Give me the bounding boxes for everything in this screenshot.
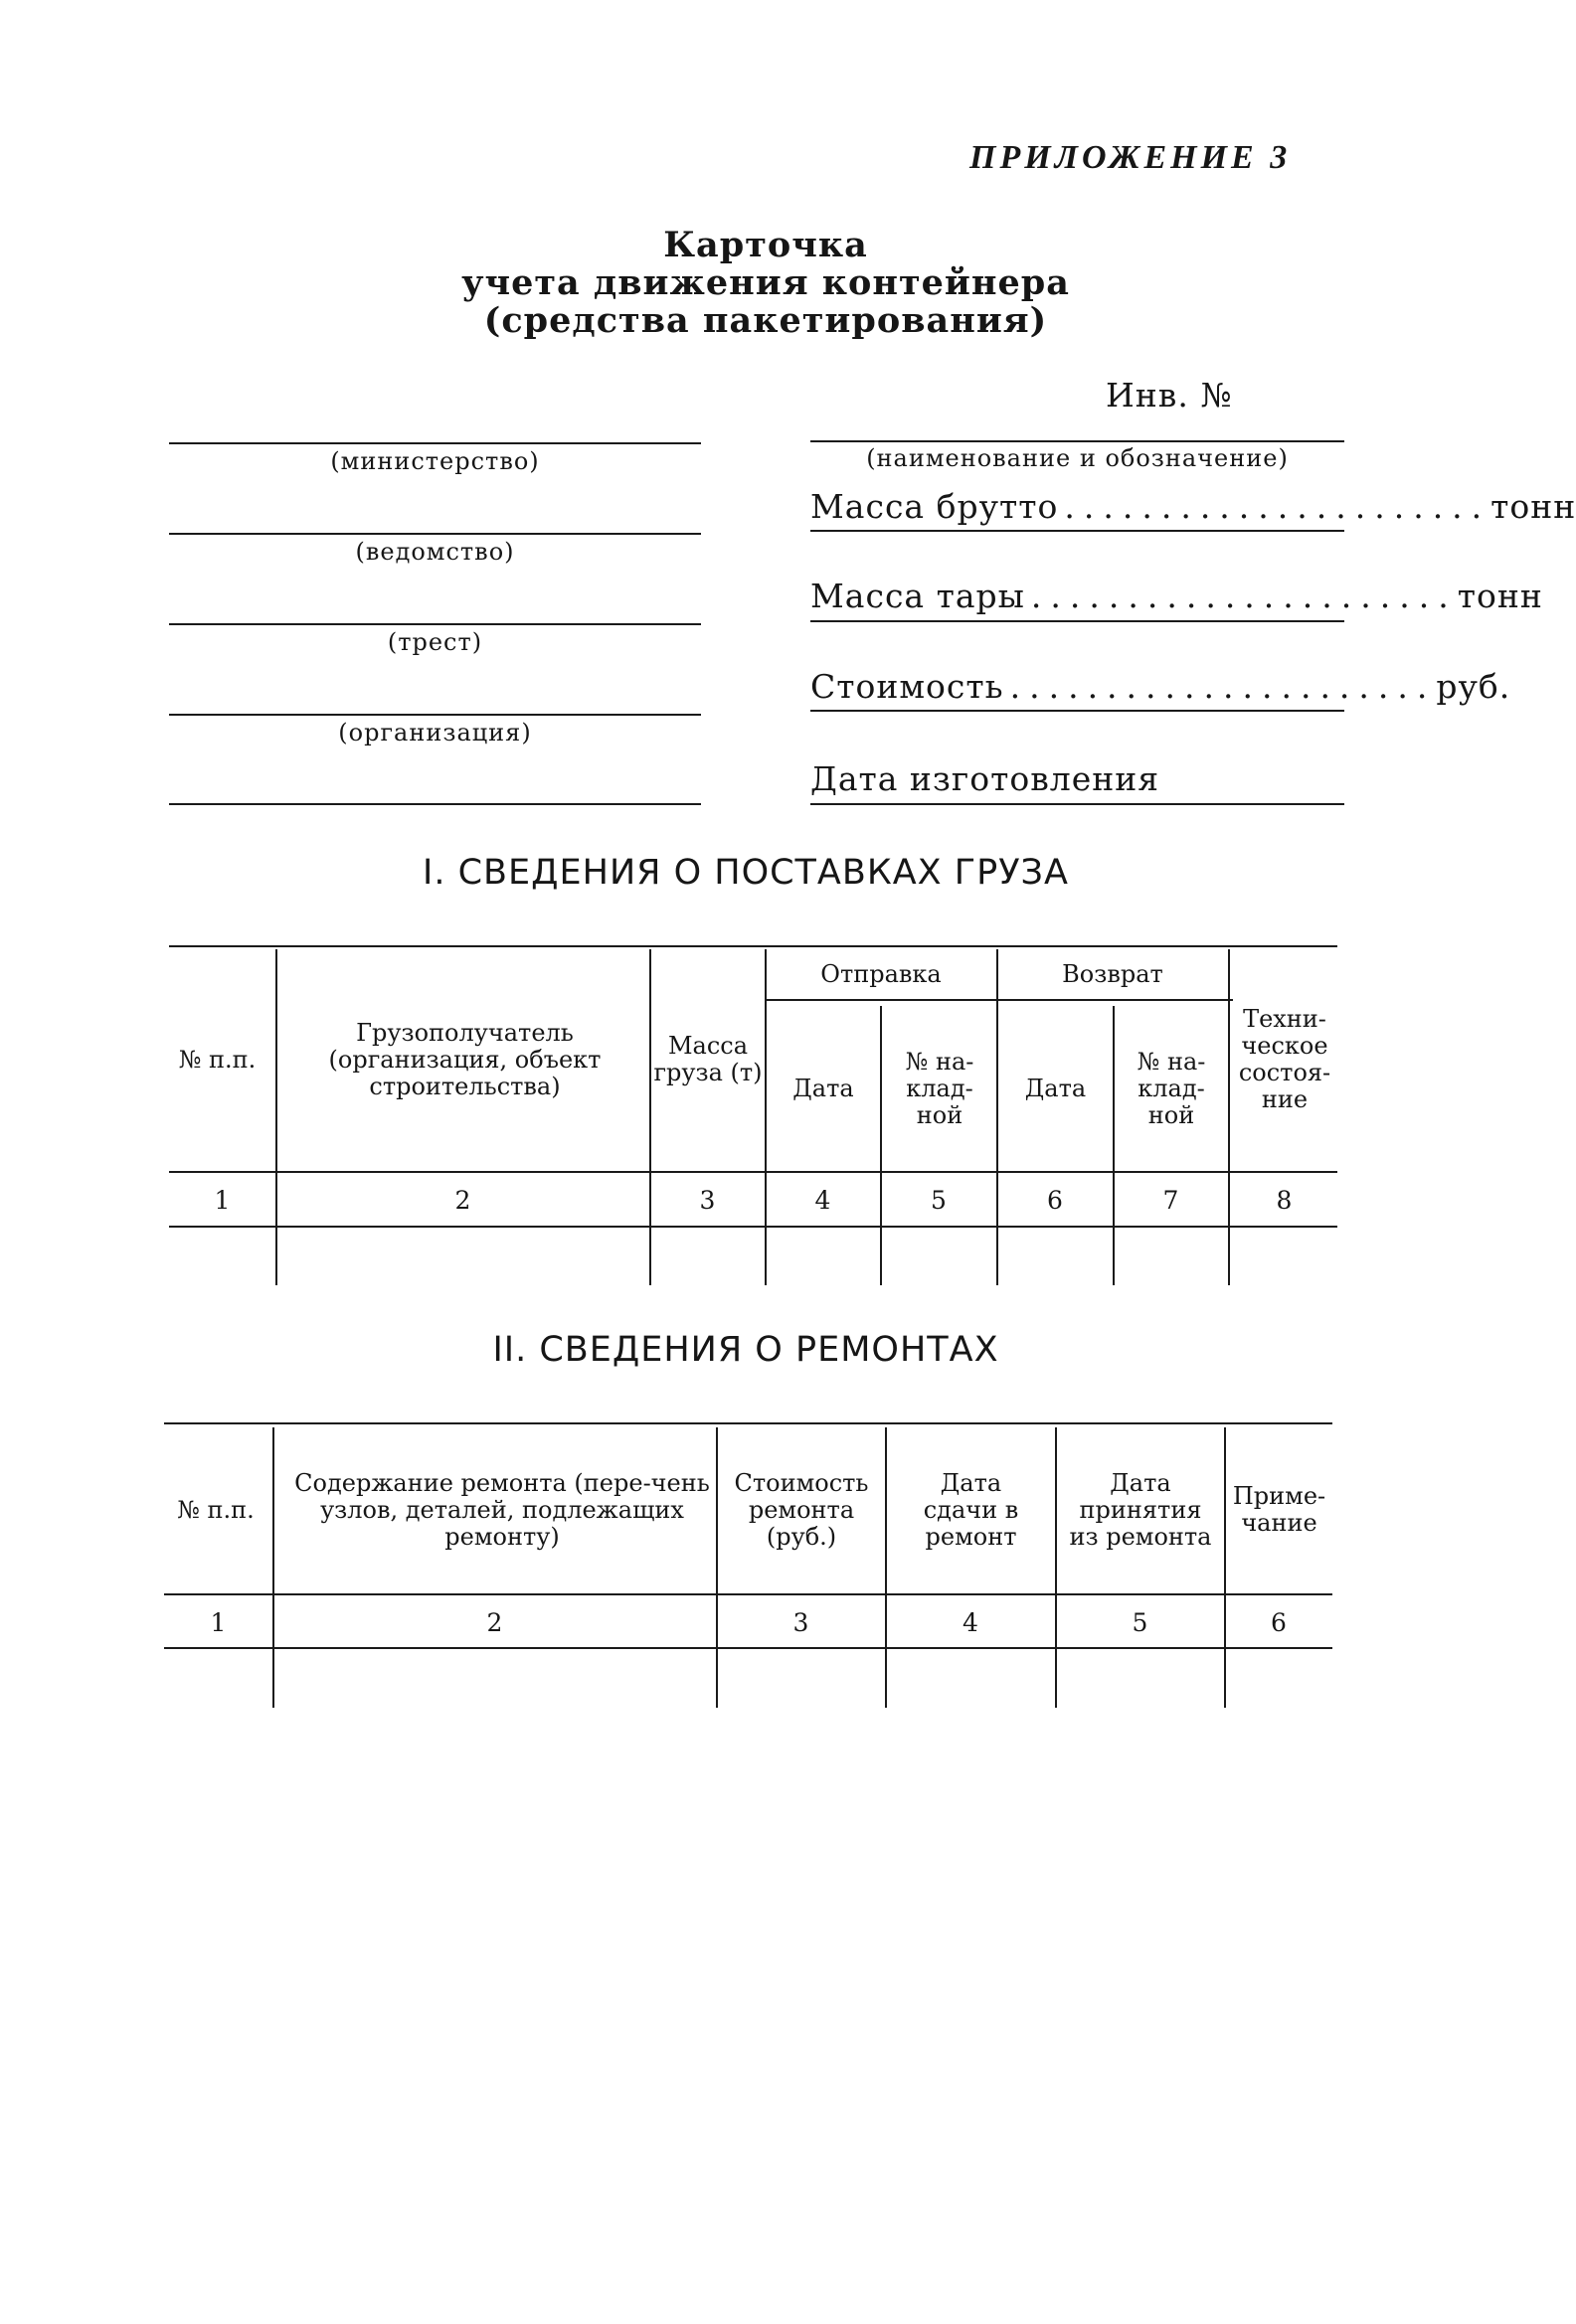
t1-colnum: 8 — [1276, 1186, 1293, 1215]
manufacture-date-field[interactable] — [810, 759, 1344, 798]
t1-header-return: Возврат — [1062, 959, 1163, 988]
gross-mass-dots: ...................... — [1064, 487, 1491, 526]
appendix-label: ПРИЛОЖЕНИЕ 3 — [969, 139, 1292, 176]
t1-header-dispatch-invoice: № на-клад-ной — [905, 1047, 974, 1129]
cost-label: Стоимость — [810, 667, 1004, 706]
card-title-line3: (средства пакетирования) — [483, 300, 1048, 341]
ministry-caption: (министерство) — [330, 447, 540, 475]
tare-mass-line — [810, 620, 1344, 622]
t1-header-dispatch-date: Дата — [792, 1074, 854, 1102]
t1-colnum: 2 — [454, 1186, 471, 1215]
table2-numbers-rule — [164, 1647, 1332, 1649]
t2-colnum: 5 — [1132, 1608, 1148, 1637]
t2-colnum: 6 — [1271, 1608, 1287, 1637]
tare-mass-unit: тонн — [1457, 577, 1543, 615]
gross-mass-line — [810, 530, 1344, 532]
cost-dots: ...................... — [1009, 667, 1437, 706]
cost-field[interactable] — [810, 667, 1511, 706]
t1-header-consignee: Грузополучатель (организация, объект строительства) — [328, 1018, 602, 1100]
card-title-line2: учета движения контейнера — [461, 262, 1070, 303]
organization-line[interactable] — [169, 714, 701, 716]
t2-header-note: Приме-чание — [1232, 1482, 1326, 1537]
gross-mass-unit: тонн — [1490, 487, 1576, 526]
trust-caption: (трест) — [387, 628, 483, 656]
t1-colnum: 5 — [931, 1186, 947, 1215]
t1-header-condition: Техни-ческое состоя-ние — [1238, 1005, 1331, 1113]
gross-mass-label: Масса брутто — [810, 487, 1059, 526]
t1-colnum: 6 — [1047, 1186, 1063, 1215]
t1-header-no: № п.п. — [178, 1045, 257, 1074]
tare-mass-field[interactable] — [810, 577, 1543, 615]
table1-group-rule — [766, 999, 1233, 1001]
inventory-number-label: Инв. № — [1106, 376, 1233, 415]
trust-line[interactable] — [169, 623, 701, 625]
name-designation-line[interactable] — [810, 440, 1344, 442]
table1-header-rule — [169, 1171, 1337, 1173]
tare-mass-dots: ...................... — [1030, 577, 1458, 615]
t2-colnum: 4 — [963, 1608, 978, 1637]
t1-colnum: 3 — [699, 1186, 716, 1215]
t2-header-cost: Стоимость ремонта (руб.) — [734, 1468, 869, 1551]
department-caption: (ведомство) — [355, 538, 515, 566]
table2-top-rule — [164, 1422, 1332, 1424]
gross-mass-field[interactable] — [810, 487, 1576, 526]
manufacture-date-label: Дата изготовления — [810, 759, 1160, 798]
department-line[interactable] — [169, 533, 701, 535]
t1-header-mass: Масса груза (т) — [653, 1032, 763, 1086]
t1-header-return-date: Дата — [1024, 1074, 1087, 1102]
section2-title: II. СВЕДЕНИЯ О РЕМОНТАХ — [492, 1330, 999, 1370]
t2-header-no: № п.п. — [177, 1495, 255, 1524]
t1-colnum: 1 — [214, 1186, 231, 1215]
t2-colnum: 3 — [792, 1608, 809, 1637]
ministry-line[interactable] — [169, 442, 701, 444]
t1-colnum: 4 — [814, 1186, 831, 1215]
table2-header-rule — [164, 1593, 1332, 1595]
card-title-line1: Карточка — [663, 225, 868, 265]
table1-numbers-rule — [169, 1226, 1337, 1228]
t2-header-date-out: Дата принятия из ремонта — [1069, 1468, 1212, 1551]
section1-title: I. СВЕДЕНИЯ О ПОСТАВКАХ ГРУЗА — [423, 853, 1069, 893]
t2-header-content: Содержание ремонта (пере-чень узлов, деталей, подлежащих ремонту) — [294, 1468, 710, 1551]
t2-colnum: 1 — [210, 1608, 227, 1637]
organization-bottom-line — [169, 803, 701, 805]
organization-caption: (организация) — [338, 719, 532, 747]
cost-line — [810, 710, 1344, 712]
manufacture-date-line — [810, 803, 1344, 805]
name-designation-caption: (наименование и обозначение) — [866, 444, 1289, 472]
t2-header-date-in: Дата сдачи в ремонт — [923, 1468, 1019, 1551]
t1-colnum: 7 — [1162, 1186, 1179, 1215]
t2-colnum: 2 — [486, 1608, 503, 1637]
cost-unit: руб. — [1436, 667, 1511, 706]
t1-header-return-invoice: № на-клад-ной — [1137, 1047, 1206, 1129]
tare-mass-label: Масса тары — [810, 577, 1025, 615]
t1-header-dispatch: Отправка — [820, 959, 942, 988]
table1-top-rule — [169, 945, 1337, 947]
